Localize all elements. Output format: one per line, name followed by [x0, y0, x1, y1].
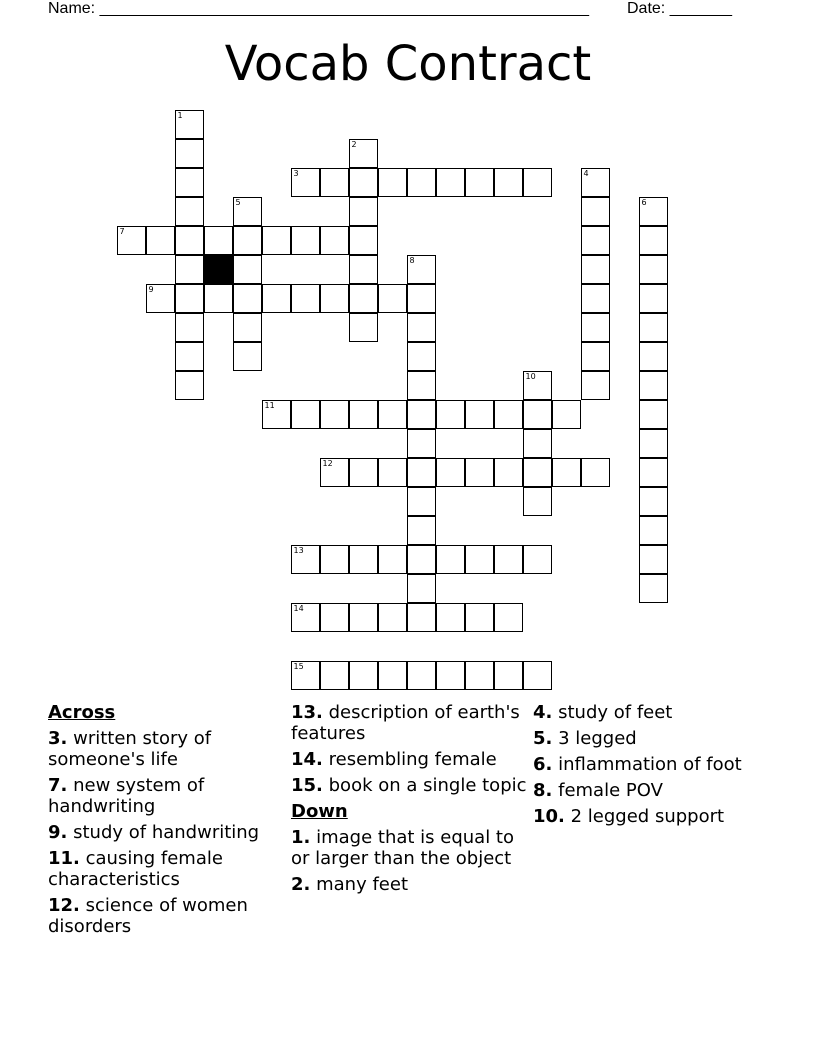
crossword-cell[interactable]	[523, 371, 552, 400]
crossword-cell[interactable]	[378, 284, 407, 313]
crossword-cell[interactable]	[320, 400, 349, 429]
crossword-cell[interactable]	[523, 400, 552, 429]
crossword-cell[interactable]	[639, 197, 668, 226]
crossword-cell[interactable]	[465, 168, 494, 197]
clue-across-15: 15. book on a single topic	[291, 775, 527, 796]
crossword-cell[interactable]	[175, 110, 204, 139]
clue-down-4: 4. study of feet	[533, 702, 673, 723]
clue-down-8: 8. female POV	[533, 780, 663, 801]
crossword-cell[interactable]	[407, 429, 436, 458]
crossword-cell[interactable]	[494, 168, 523, 197]
clues-column-1	[48, 702, 280, 942]
crossword-cell[interactable]	[494, 661, 523, 690]
crossword-cell[interactable]	[378, 661, 407, 690]
crossword-cell[interactable]	[378, 545, 407, 574]
crossword-cell[interactable]	[349, 255, 378, 284]
crossword-cell[interactable]	[639, 574, 668, 603]
crossword-cell[interactable]	[349, 284, 378, 313]
crossword-cell[interactable]	[523, 168, 552, 197]
crossword-cell[interactable]	[639, 255, 668, 284]
crossword-cell[interactable]	[349, 603, 378, 632]
crossword-cell[interactable]	[349, 661, 378, 690]
clue-number-15: 15	[293, 661, 304, 671]
crossword-black-cell	[204, 255, 233, 284]
crossword-cell[interactable]	[204, 226, 233, 255]
clue-number-11: 11	[264, 400, 275, 410]
clues-column-3	[533, 702, 773, 832]
clue-number-8: 8	[409, 255, 415, 265]
crossword-cell[interactable]	[407, 255, 436, 284]
crossword-cell[interactable]	[407, 574, 436, 603]
crossword-cell[interactable]	[175, 226, 204, 255]
clue-across-13: 13. description of earth's features	[291, 702, 520, 744]
clue-across-9: 9. study of handwriting	[48, 822, 260, 843]
clue-down-6: 6. inflammation of foot	[533, 754, 742, 775]
crossword-cell[interactable]	[146, 284, 175, 313]
crossword-cell[interactable]	[407, 603, 436, 632]
crossword-cell[interactable]	[552, 400, 581, 429]
crossword-cell[interactable]	[407, 516, 436, 545]
crossword-cell[interactable]	[291, 284, 320, 313]
crossword-cell[interactable]	[320, 458, 349, 487]
crossword-cell[interactable]	[175, 139, 204, 168]
down-heading: Down	[291, 801, 348, 822]
crossword-cell[interactable]	[465, 545, 494, 574]
crossword-cell[interactable]	[465, 458, 494, 487]
clue-down-2: 2. many feet	[291, 874, 408, 895]
crossword-cell[interactable]	[436, 168, 465, 197]
crossword-cell[interactable]	[581, 371, 610, 400]
crossword-cell[interactable]	[378, 458, 407, 487]
crossword-cell[interactable]	[436, 400, 465, 429]
crossword-cell[interactable]	[407, 284, 436, 313]
crossword-cell[interactable]	[407, 371, 436, 400]
crossword-cell[interactable]	[233, 342, 262, 371]
crossword-cell[interactable]	[436, 603, 465, 632]
crossword-cell[interactable]	[407, 661, 436, 690]
clue-across-14: 14. resembling female	[291, 749, 497, 770]
page-title: Vocab Contract	[224, 36, 592, 92]
clue-number-7: 7	[119, 226, 125, 236]
crossword-cell[interactable]	[291, 545, 320, 574]
crossword-cell[interactable]	[291, 603, 320, 632]
clues-column-2	[291, 702, 527, 900]
crossword-cell[interactable]	[233, 197, 262, 226]
crossword-cell[interactable]	[233, 313, 262, 342]
crossword-cell[interactable]	[465, 400, 494, 429]
crossword-cell[interactable]	[523, 429, 552, 458]
crossword-cell[interactable]	[349, 458, 378, 487]
crossword-cell[interactable]	[320, 661, 349, 690]
crossword-cell[interactable]	[581, 168, 610, 197]
clue-across-7: 7. new system of handwriting	[48, 775, 205, 817]
crossword-cell[interactable]	[581, 197, 610, 226]
clue-number-4: 4	[583, 168, 589, 178]
clue-number-14: 14	[293, 603, 304, 613]
crossword-cell[interactable]	[291, 400, 320, 429]
crossword-cell[interactable]	[320, 603, 349, 632]
crossword-cell[interactable]	[639, 429, 668, 458]
clue-number-2: 2	[351, 139, 357, 149]
crossword-cell[interactable]	[494, 400, 523, 429]
crossword-cell[interactable]	[175, 168, 204, 197]
crossword-cell[interactable]	[523, 487, 552, 516]
crossword-cell[interactable]	[175, 197, 204, 226]
clue-across-11: 11. causing female characteristics	[48, 848, 223, 890]
crossword-cell[interactable]	[552, 458, 581, 487]
crossword-cell[interactable]	[407, 458, 436, 487]
crossword-cell[interactable]	[204, 284, 233, 313]
crossword-cell[interactable]	[436, 458, 465, 487]
crossword-cell[interactable]	[262, 400, 291, 429]
clue-number-13: 13	[293, 545, 304, 555]
crossword-cell[interactable]	[320, 168, 349, 197]
crossword-cell[interactable]	[639, 400, 668, 429]
crossword-cell[interactable]	[581, 284, 610, 313]
crossword-cell[interactable]	[349, 226, 378, 255]
across-heading: Across	[48, 702, 116, 723]
crossword-cell[interactable]	[378, 168, 407, 197]
name-field-label: Name: _______________________________________________________	[48, 0, 589, 17]
crossword-cell[interactable]	[349, 168, 378, 197]
crossword-cell[interactable]	[494, 458, 523, 487]
crossword-cell[interactable]	[407, 400, 436, 429]
crossword-cell[interactable]	[291, 226, 320, 255]
clue-number-6: 6	[641, 197, 647, 207]
crossword-cell[interactable]	[233, 226, 262, 255]
crossword-cell[interactable]	[349, 197, 378, 226]
crossword-cell[interactable]	[639, 516, 668, 545]
crossword-cell[interactable]	[436, 545, 465, 574]
crossword-cell[interactable]	[262, 284, 291, 313]
clue-across-3: 3. written story of someone's life	[48, 728, 212, 770]
crossword-cell[interactable]	[436, 661, 465, 690]
crossword-cell[interactable]	[349, 139, 378, 168]
crossword-cell[interactable]	[581, 458, 610, 487]
crossword-cell[interactable]	[291, 661, 320, 690]
crossword-cell[interactable]	[581, 226, 610, 255]
crossword-cell[interactable]	[523, 458, 552, 487]
clue-down-5: 5. 3 legged	[533, 728, 637, 749]
crossword-cell[interactable]	[233, 284, 262, 313]
clue-down-10: 10. 2 legged support	[533, 806, 725, 827]
crossword-cell[interactable]	[465, 603, 494, 632]
crossword-cell[interactable]	[494, 603, 523, 632]
crossword-cell[interactable]	[378, 603, 407, 632]
crossword-cell[interactable]	[175, 313, 204, 342]
crossword-cell[interactable]	[175, 342, 204, 371]
crossword-cell[interactable]	[233, 255, 262, 284]
crossword-cell[interactable]	[349, 400, 378, 429]
crossword-cell[interactable]	[639, 371, 668, 400]
crossword-cell[interactable]	[639, 487, 668, 516]
crossword-cell[interactable]	[175, 255, 204, 284]
crossword-cell[interactable]	[581, 313, 610, 342]
clue-number-10: 10	[525, 371, 536, 381]
crossword-cell[interactable]	[639, 313, 668, 342]
crossword-cell[interactable]	[146, 226, 175, 255]
crossword-cell[interactable]	[407, 313, 436, 342]
crossword-cell[interactable]	[407, 545, 436, 574]
crossword-cell[interactable]	[494, 545, 523, 574]
crossword-cell[interactable]	[117, 226, 146, 255]
crossword-cell[interactable]	[523, 545, 552, 574]
crossword-cell[interactable]	[320, 284, 349, 313]
crossword-cell[interactable]	[175, 371, 204, 400]
crossword-cell[interactable]	[581, 342, 610, 371]
crossword-cell[interactable]	[407, 487, 436, 516]
crossword-cell[interactable]	[639, 226, 668, 255]
crossword-cell[interactable]	[349, 545, 378, 574]
crossword-cell[interactable]	[639, 545, 668, 574]
crossword-cell[interactable]	[349, 313, 378, 342]
crossword-cell[interactable]	[175, 284, 204, 313]
crossword-cell[interactable]	[378, 400, 407, 429]
clue-number-9: 9	[148, 284, 154, 294]
crossword-cell[interactable]	[639, 284, 668, 313]
clue-number-5: 5	[235, 197, 241, 207]
clue-across-12: 12. science of women disorders	[48, 895, 248, 937]
crossword-cell[interactable]	[407, 168, 436, 197]
crossword-cell[interactable]	[581, 255, 610, 284]
crossword-cell[interactable]	[320, 545, 349, 574]
crossword-cell[interactable]	[262, 226, 291, 255]
crossword-cell[interactable]	[639, 458, 668, 487]
crossword-cell[interactable]	[639, 342, 668, 371]
crossword-cell[interactable]	[407, 342, 436, 371]
crossword-cell[interactable]	[320, 226, 349, 255]
clue-number-3: 3	[293, 168, 299, 178]
clue-number-12: 12	[322, 458, 333, 468]
date-field-label: Date: _______	[627, 0, 732, 17]
crossword-cell[interactable]	[523, 661, 552, 690]
clue-down-1: 1. image that is equal to or larger than the object	[291, 827, 515, 869]
clue-number-1: 1	[177, 110, 183, 120]
crossword-cell[interactable]	[291, 168, 320, 197]
crossword-cell[interactable]	[465, 661, 494, 690]
